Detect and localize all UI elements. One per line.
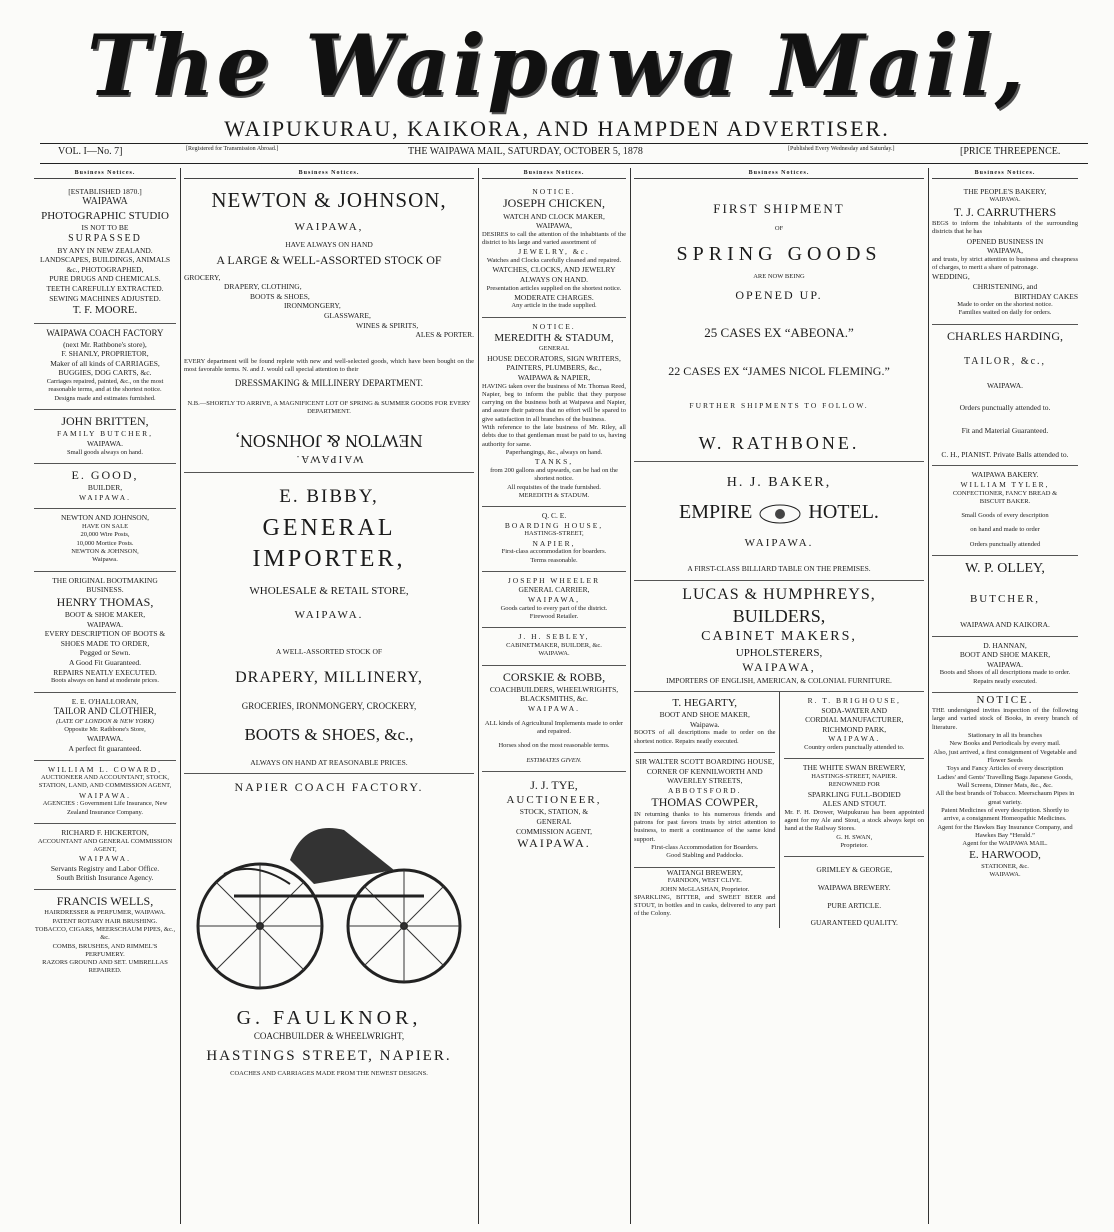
column-heading: Business Notices. — [184, 170, 474, 179]
column-5 — [932, 170, 1078, 1220]
newton-johnson-ad: NEWTON & JOHNSON, WAIPAWA, HAVE ALWAYS ON HAND A LARGE & WELL-ASSORTED STOCK OF GROCERY, DRAPERY, CLOTHING, BOOTS & SHOES, IRONMONGERY, GLASSWARE, WINES & SPIRITS, ALES & PORTER. EVERY department will be found replete with new and well-selected goods, which have been bought on the most favorable terms. N. and J. would call special attention to their DRESSMAKING & MILLINERY DEPARTMENT. N.B.—SHORTLY TO ARRIVE, A MAGNIFICENT LOT OF SPRING & SUMMER GOODS FOR EVERY DEPARTMENT. WAIPAWA. NEWTON & JOHNSON, — [184, 183, 474, 473]
masthead-title: The Waipawa Mail, — [86, 16, 1028, 115]
empire-hotel-ad: H. J. BAKER, EMPIRE HOTEL. WAIPAWA. A FIRST-CLASS BILLIARD TABLE ON THE PREMISES. — [634, 462, 924, 580]
column-4-left — [634, 692, 780, 928]
white-swan-ad: THE WHITE SWAN BREWERY, HASTINGS-STREET, NAPIER. RENOWNED FOR SPARKLING FULL-BODIED ALES AND STOUT. Mr. F. H. Drower, Waipukurau has been appointed agent for my Ale and Stout, a stock always kept on hand at the Railway Stores. G. H. SWAN, Proprietor. — [784, 759, 924, 857]
wheeler-carrier-ad: JOSEPH WHEELER GENERAL CARRIER, WAIPAWA, Goods carted to every part of the district. Firewood Retailer. — [482, 572, 626, 628]
folio-rule-bottom — [40, 163, 1088, 164]
folio-rule-top — [40, 143, 1088, 144]
sebley-cabinetmaker-ad: J. H. SEBLEY, CABINETMAKER, BUILDER, &c. WAIPAWA. — [482, 628, 626, 665]
column-heading: Business Notices. — [634, 170, 924, 179]
column-4 — [634, 170, 924, 1220]
corskie-robb-ad: CORSKIE & ROBB, COACHBUILDERS, WHEELWRIGHTS, BLACKSMITHS, &c. WAIPAWA. ALL kinds of Agricultural Implements made to order and repaired. Horses shod on the most reasonable terms. ESTIMATES GIVEN. — [482, 666, 626, 772]
harwood-stationer-ad: NOTICE. THE undersigned invites inspection of the following large and varied stock of Books, in every branch of literature. Stationary in all its branches New Books and Periodicals by every mail. Also, just arrived, a first consignment of Vegetable and Flower Seeds Toys and Fancy Articles of every description Ladies' and Gents' Travelling Bags Japanese Goods, Wall Screens, Dinner Mats, &c., &c. All the best brands of Tobacco. Meerschaum Pipes in great variety. Patent Medicines of every description. Shortly to arrive, a consignment Homeopathic Medicines. Agent for the Hawkes Bay Insurance Company, and Hawkes Bay “Herald.” Agent for the WAIPAWA MAIL. E. HARWOOD, STATIONER, &c. WAIPAWA. — [932, 694, 1078, 878]
photographic-studio-ad: [ESTABLISHED 1870.] WAIPAWA PHOTOGRAPHIC STUDIO IS NOT TO BE SURPASSED BY ANY IN NEW ZEALAND. LANDSCAPES, BUILDINGS, ANIMALS &c., PHOTOGRAPHED, PURE DRUGS AND CHEMICALS. TEETH CAREFULLY EXTRACTED. SEWING MACHINES ADJUSTED. T. F. MOORE. — [34, 183, 176, 325]
coward-auctioneer-ad: WILLIAM L. COWARD, AUCTIONEER AND ACCOUNTANT, STOCK, STATION, LAND, AND COMMISSION AGENT, WAIPAWA. AGENCIES : Government Life Insurance, New Zealand Insurance Company. — [34, 761, 176, 824]
column-heading: Business Notices. — [932, 170, 1078, 179]
qce-boarding-ad: Q. C. E. BOARDING HOUSE, HASTINGS-STREET, NAPIER, First-class accommodation for boarders. Terms reasonable. — [482, 507, 626, 572]
meredith-stadum-ad: NOTICE. MEREDITH & STADUM, GENERAL HOUSE DECORATORS, SIGN WRITERS, PAINTERS, PLUMBERS, &c., WAIPAWA & NAPIER, HAVING taken over the business of Mr. Thomas Reed, Napier, beg to inform the public that they purpose carrying on the business both at Waipawa and Napier, and assure their patrons that no effort will be spared to give satisfaction in all branches of the business. With reference to the late business of Mr. Riley, all debts due to that gentleman must be paid to us, having authority for same. Paperhangings, &c., always on hand. TANKS, from 200 gallons and upwards, can be had on the shortest notice. All requisites of the trade furnished. MEREDITH & STADUM. — [482, 318, 626, 507]
grimley-george-ad: GRIMLEY & GEORGE, WAIPAWA BREWERY. PURE ARTICLE. GUARANTEED QUALITY. — [810, 865, 898, 928]
faulknor-coach-ad: NAPIER COACH FACTORY. G. FAULKNOR, COACHBUILDER & WHEELWRIGHT, HASTINGS STREET, NAPIER. COACHES AND CARRIAGES MADE FROM THE NEWEST DESIGNS. — [184, 774, 474, 1078]
masthead-subtitle: WAIPUKURAU, KAIKORA, AND HAMPDEN ADVERTISER. — [224, 116, 890, 141]
olley-butcher-ad: W. P. OLLEY, BUTCHER, WAIPAWA AND KAIKORA. — [932, 556, 1078, 637]
wells-hairdresser-ad: FRANCIS WELLS, HAIRDRESSER & PERFUMER, WAIPAWA. PATENT ROTARY HAIR BRUSHING. TOBACCO, CIGARS, MEERSCHAUM PIPES, &c., &c. COMBS, BRUSHES, AND RIMMEL'S PERFUMERY. RAZORS GROUND AND SET. UMBRELLAS REPAIRED. — [34, 893, 176, 975]
column-2 — [184, 170, 474, 1220]
brighouse-ad: R. T. BRIGHOUSE, SODA-WATER AND CORDIAL MANUFACTURER, RICHMOND PARK, WAIPAWA. Country orders punctually attended to. — [784, 692, 924, 759]
ohalloran-tailor-ad: E. E. O'HALLORAN, TAILOR AND CLOTHIER, (LATE OF LONDON & NEW YORK) Opposite Mr. Rathbone's Store, WAIPAWA. A perfect fit guaranteed. — [34, 693, 176, 761]
inverted-newton-johnson: WAIPAWA. NEWTON & JOHNSON, — [235, 430, 423, 465]
column-rule — [630, 168, 631, 1224]
column-4-split — [634, 692, 924, 928]
walter-scott-ad: SIR WALTER SCOTT BOARDING HOUSE, CORNER OF KENNILWORTH AND WAVERLEY STREETS, ABBOTSFORD. THOMAS COWPER, IN returning thanks to his numerous friends and patrons for past favors trusts by strict attention to business, to merit a continuance of the same kind support. First-class Accommodation for Boarders. Good Stabling and Paddocks. — [634, 753, 775, 868]
folio-registered: [Registered for Transmission Abroad.] — [186, 146, 279, 152]
good-builder-ad: E. GOOD, BUILDER, WAIPAWA. — [34, 464, 176, 510]
column-3 — [482, 170, 626, 1220]
wagon-illustration — [194, 800, 464, 1000]
bibby-importer-ad: E. BIBBY, GENERAL IMPORTER, WHOLESALE & RETAIL STORE, WAIPAWA. A WELL-ASSORTED STOCK OF DRAPERY, MILLINERY, GROCERIES, IRONMONGERY, CROCKERY, BOOTS & SHOES, &c., ALWAYS ON HAND AT REASONABLE PRICES. — [184, 473, 474, 775]
britten-butcher-ad: JOHN BRITTEN, FAMILY BUTCHER, WAIPAWA. Small goods always on hand. — [34, 410, 176, 464]
tye-auctioneer-ad: J. J. TYE, AUCTIONEER, STOCK, STATION, & GENERAL COMMISSION AGENT, WAIPAWA. — [506, 777, 602, 851]
column-heading: Business Notices. — [34, 170, 176, 179]
hannan-bootmaker-ad: D. HANNAN, BOOT AND SHOE MAKER, WAIPAWA. Boots and Shoes of all descriptions made to order. Repairs neatly executed. — [932, 637, 1078, 693]
peoples-bakery-ad: THE PEOPLE'S BAKERY, WAIPAWA. T. J. CARRUTHERS BEGS to inform the inhabitants of the surrounding districts that he has OPENED BUSINESS IN WAIPAWA, and trusts, by strict attention to business and cheapness of charges, to merit a share of patronage. WEDDING, CHRISTENING, and BIRTHDAY CAKES Made to order on the shortest notice. Families waited on daily for orders. — [932, 183, 1078, 325]
hickerton-agent-ad: RICHARD F. HICKERTON, ACCOUNTANT AND GENERAL COMMISSION AGENT, WAIPAWA. Servants Registry and Labor Office. South British Insurance Agency. — [34, 824, 176, 890]
lucas-humphreys-ad: LUCAS & HUMPHREYS, BUILDERS, CABINET MAKERS, UPHOLSTERERS, WAIPAWA, IMPORTERS OF ENGLISH, AMERICAN, & COLONIAL FURNITURE. — [634, 581, 924, 692]
newton-johnson-posts-ad: NEWTON AND JOHNSON, HAVE ON SALE 20,000 Wire Posts, 10,000 Mortice Posts. NEWTON & JOHNSON, Waipawa. — [34, 509, 176, 571]
crest-icon — [757, 503, 803, 525]
henry-thomas-ad: THE ORIGINAL BOOTMAKING BUSINESS. HENRY THOMAS, BOOT & SHOE MAKER, WAIPAWA. EVERY DESCRIPTION OF BOOTS & SHOES MADE TO ORDER, Pegged or Sewn. A Good Fit Guaranteed. REPAIRS NEATLY EXECUTED. Boots always on hand at moderate prices. — [34, 572, 176, 693]
column-rule — [180, 168, 181, 1224]
folio-dateline: THE WAIPAWA MAIL, SATURDAY, OCTOBER 5, 1878 — [408, 146, 643, 157]
tyler-bakery-ad: WAIPAWA BAKERY. WILLIAM TYLER, CONFECTIONER, FANCY BREAD & BISCUIT BAKER. Small Goods of every description on hand and made to order Orders punctually attended — [932, 466, 1078, 556]
column-rule — [928, 168, 929, 1224]
harding-tailor-ad: CHARLES HARDING, TAILOR, &c., WAIPAWA. Orders punctually attended to. Fit and Material Guaranteed. C. H., PIANIST. Private Balls attended to. — [932, 325, 1078, 467]
hegarty-ad: T. HEGARTY, BOOT AND SHOE MAKER, Waipawa. BOOTS of all descriptions made to order on the shortest notice. Repairs neatly executed. — [634, 692, 775, 753]
column-heading: Business Notices. — [482, 170, 626, 179]
waitangi-brewery-ad: WAITANGI BREWERY, FARNDON, WEST CLIVE. JOHN McGLASHAN, Proprietor. SPARKLING, BITTER, and SWEET BEER and STOUT, in bottles and in casks, delivered to any part of the Colony. — [634, 867, 776, 918]
folio-vol: VOL. I—No. 7] — [58, 146, 123, 157]
folio-published: [Published Every Wednesday and Saturday.] — [788, 146, 895, 152]
column-4-right — [780, 692, 924, 928]
column-rule — [478, 168, 479, 1224]
column-1 — [34, 170, 176, 1220]
rathbone-spring-goods-ad: FIRST SHIPMENT OF SPRING GOODS ARE NOW BEING OPENED UP. 25 CASES EX “ABEONA.” 22 CASES EX “JAMES NICOL FLEMING.” FURTHER SHIPMENTS TO FOLLOW. W. RATHBONE. — [634, 183, 924, 463]
coach-factory-ad: WAIPAWA COACH FACTORY (next Mr. Rathbone's store), F. SHANLY, PROPRIETOR, Maker of all kinds of CARRIAGES, BUGGIES, DOG CARTS, &c. Carriages repaired, painted, &c., on the most reasonable terms, and at the shortest notice. Designs made and estimates furnished. — [34, 324, 176, 410]
chicken-watchmaker-ad: NOTICE. JOSEPH CHICKEN, WATCH AND CLOCK MAKER, WAIPAWA, DESIRES to call the attention of the inhabitants of the district to his large and varied assortment of JEWELRY, &c. Watches and Clocks carefully cleaned and repaired. WATCHES, CLOCKS, AND JEWELRY ALWAYS ON HAND. Presentation articles supplied on the shortest notice. MODERATE CHARGES. Any article in the trade supplied. — [482, 183, 626, 318]
folio-price: [PRICE THREEPENCE. — [960, 146, 1061, 157]
